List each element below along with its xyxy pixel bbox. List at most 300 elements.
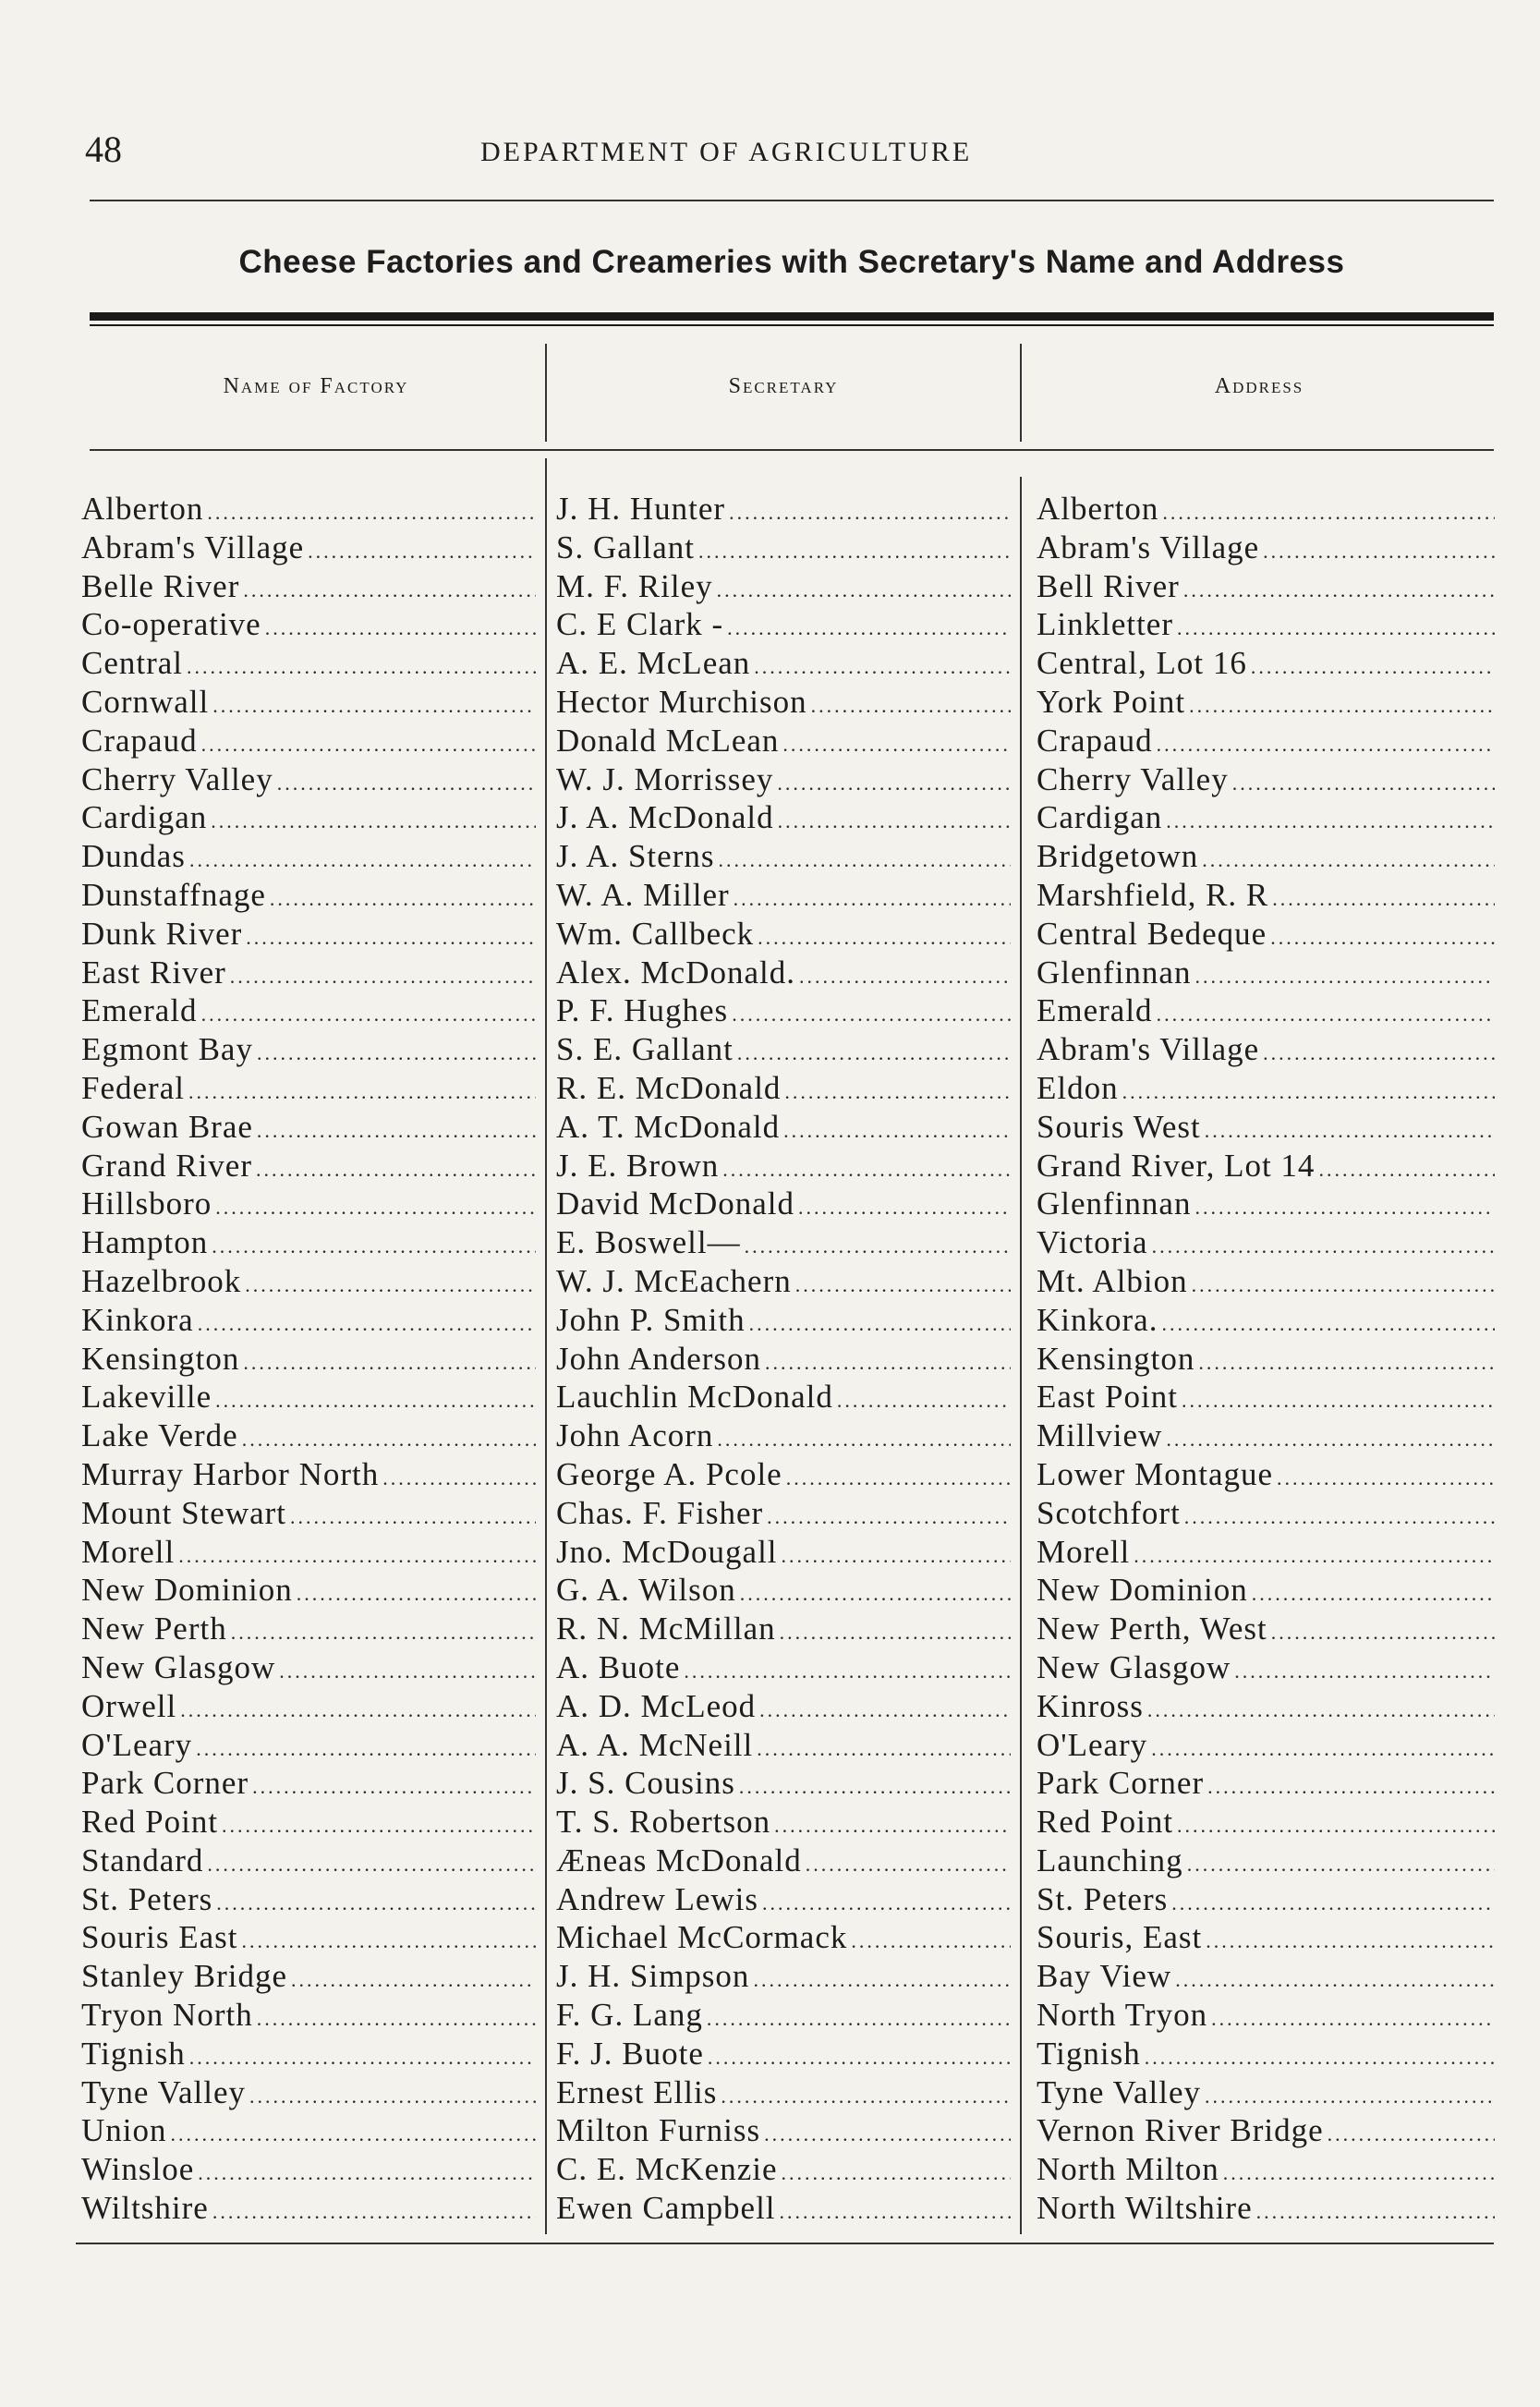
dot-leader: [1166, 1420, 1495, 1455]
table-row: [0, 876, 1540, 915]
factory-name: Tryon North: [81, 1997, 253, 2034]
table-row: [0, 1108, 1540, 1147]
secretary-name: John Acorn: [556, 1417, 714, 1454]
dot-leader: [1147, 1691, 1495, 1726]
factory-name: Lake Verde: [81, 1417, 238, 1454]
secretary-cell: [556, 1030, 1011, 1069]
address-name: Cherry Valley: [1037, 760, 1229, 797]
secretary-cell: [556, 1533, 1011, 1572]
dot-leader: [1175, 1961, 1495, 1996]
secretary-name: W. J. McEachern: [556, 1262, 792, 1299]
table-row: [0, 798, 1540, 837]
factory-cell: [81, 798, 536, 837]
table-row: [0, 644, 1540, 683]
dot-leader: [243, 1343, 536, 1379]
secretary-cell: [556, 722, 1011, 760]
dot-leader: [1122, 1073, 1495, 1108]
address-cell: [1037, 991, 1495, 1030]
dot-leader: [230, 957, 536, 992]
address-name: Launching: [1037, 1842, 1183, 1878]
secretary-name: Æneas McDonald: [556, 1842, 802, 1878]
secretary-cell: [556, 1185, 1011, 1223]
address-name: Linkletter: [1037, 606, 1174, 643]
dot-leader: [837, 1381, 1011, 1416]
table-row: [0, 1494, 1540, 1533]
dot-leader: [291, 1961, 536, 1996]
factory-name: O'Leary: [81, 1726, 193, 1763]
secretary-cell: [556, 605, 1011, 644]
factory-name: Co-operative: [81, 606, 261, 643]
secretary-cell: [556, 991, 1011, 1030]
dot-leader: [246, 918, 536, 954]
address-cell: [1037, 1571, 1495, 1610]
dot-leader: [759, 1691, 1011, 1726]
factory-cell: [81, 1687, 536, 1726]
factory-cell: [81, 529, 536, 567]
secretary-name: J. S. Cousins: [556, 1765, 735, 1802]
table-row: [0, 567, 1540, 606]
secretary-cell: [556, 2189, 1011, 2228]
factory-cell: [81, 1030, 536, 1069]
dot-leader: [1205, 2077, 1495, 2112]
table-row: [0, 1842, 1540, 1880]
dot-leader: [1194, 957, 1495, 992]
factory-cell: [81, 1957, 536, 1996]
factory-name: Orwell: [81, 1687, 177, 1724]
factory-name: Winsloe: [81, 2151, 195, 2188]
address-name: Abram's Village: [1037, 529, 1260, 565]
dot-leader: [795, 1266, 1011, 1301]
table-row: [0, 1416, 1540, 1455]
address-name: Tignish: [1037, 2035, 1141, 2072]
table-row: [0, 1957, 1540, 1996]
address-cell: [1037, 683, 1495, 722]
factory-name: Standard: [81, 1842, 204, 1878]
dot-leader: [196, 1730, 536, 1765]
address-cell: [1037, 1726, 1495, 1765]
address-name: Bell River: [1037, 567, 1180, 604]
factory-cell: [81, 1069, 536, 1108]
dot-leader: [215, 1381, 536, 1416]
dot-leader: [753, 1961, 1011, 1996]
table-row: [0, 2035, 1540, 2073]
address-cell: [1037, 2150, 1495, 2189]
bottom-rule: [76, 2243, 1494, 2244]
address-name: Souris, East: [1037, 1919, 1203, 1956]
dot-leader: [207, 493, 536, 529]
address-cell: [1037, 1301, 1495, 1340]
secretary-name: R. E. McDonald: [556, 1069, 782, 1106]
address-name: Bay View: [1037, 1958, 1172, 1995]
dot-leader: [189, 2038, 536, 2073]
address-name: Kinkora.: [1037, 1301, 1158, 1338]
address-cell: [1037, 876, 1495, 915]
table-row: [0, 1880, 1540, 1919]
dot-leader: [1134, 1537, 1495, 1572]
factory-name: Murray Harbor North: [81, 1455, 380, 1492]
dot-leader: [1272, 880, 1495, 915]
dot-leader: [1206, 1922, 1495, 1957]
dot-leader: [212, 1227, 536, 1262]
secretary-name: J. A. Sterns: [556, 838, 715, 875]
factory-cell: [81, 1842, 536, 1880]
factory-cell: [81, 1996, 536, 2035]
factory-cell: [81, 490, 536, 529]
dot-leader: [241, 1922, 536, 1957]
dot-leader: [243, 571, 536, 606]
secretary-name: C. E. McKenzie: [556, 2151, 778, 2188]
factory-name: Wiltshire: [81, 2190, 209, 2227]
dot-leader: [708, 2038, 1011, 2073]
table-row: [0, 1262, 1540, 1301]
dot-leader: [1251, 648, 1495, 683]
secretary-cell: [556, 1108, 1011, 1147]
address-cell: [1037, 1378, 1495, 1416]
address-cell: [1037, 1455, 1495, 1494]
factory-cell: [81, 1340, 536, 1379]
secretary-name: W. J. Morrissey: [556, 760, 774, 797]
secretary-name: W. A. Miller: [556, 876, 730, 913]
address-name: New Glasgow: [1037, 1648, 1231, 1685]
factory-name: Kensington: [81, 1340, 240, 1377]
address-cell: [1037, 1687, 1495, 1726]
dot-leader: [198, 1305, 536, 1340]
secretary-name: A. Buote: [556, 1648, 681, 1685]
dot-leader: [1277, 1459, 1495, 1494]
dot-leader: [180, 1691, 536, 1726]
factory-table-body: [0, 490, 1540, 2228]
address-name: Kensington: [1037, 1340, 1195, 1377]
factory-cell: [81, 1726, 536, 1765]
table-row: [0, 490, 1540, 529]
dot-leader: [851, 1922, 1011, 1957]
table-row: [0, 1185, 1540, 1223]
address-name: Glenfinnan: [1037, 954, 1192, 991]
factory-cell: [81, 1571, 536, 1610]
secretary-name: Milton Furniss: [556, 2112, 761, 2149]
address-name: Central Bedeque: [1037, 915, 1267, 952]
address-name: Crapaud: [1037, 722, 1153, 759]
secretary-name: C. E Clark -: [556, 606, 724, 643]
factory-cell: [81, 1301, 536, 1340]
factory-cell: [81, 644, 536, 683]
address-cell: [1037, 837, 1495, 876]
address-cell: [1037, 2111, 1495, 2150]
table-row: [0, 1301, 1540, 1340]
dot-leader: [722, 1150, 1011, 1185]
factory-cell: [81, 1185, 536, 1223]
address-name: Bridgetown: [1037, 838, 1199, 875]
factory-cell: [81, 837, 536, 876]
address-cell: [1037, 1069, 1495, 1108]
dot-leader: [1157, 725, 1495, 760]
factory-cell: [81, 760, 536, 799]
factory-cell: [81, 722, 536, 760]
secretary-name: Chas. F. Fisher: [556, 1494, 764, 1531]
dot-leader: [737, 1034, 1011, 1069]
address-cell: [1037, 1340, 1495, 1379]
secretary-name: David McDonald: [556, 1185, 794, 1222]
table-row: [0, 760, 1540, 799]
secretary-name: Jno. McDougall: [556, 1533, 778, 1570]
dot-leader: [188, 1073, 536, 1108]
dot-leader: [1202, 841, 1495, 876]
address-cell: [1037, 1533, 1495, 1572]
secretary-cell: [556, 1378, 1011, 1416]
secretary-cell: [556, 1648, 1011, 1687]
address-name: Eldon: [1037, 1069, 1119, 1106]
address-name: Glenfinnan: [1037, 1185, 1192, 1222]
address-cell: [1037, 722, 1495, 760]
factory-cell: [81, 1108, 536, 1147]
dot-leader: [1187, 1845, 1495, 1880]
address-name: North Tryon: [1037, 1997, 1208, 2034]
dot-leader: [762, 1884, 1011, 1919]
factory-name: Union: [81, 2112, 167, 2149]
table-row: [0, 1803, 1540, 1842]
dot-leader: [767, 1498, 1011, 1533]
secretary-cell: [556, 954, 1011, 992]
factory-name: St. Peters: [81, 1880, 213, 1917]
table-row: [0, 1726, 1540, 1765]
dot-leader: [1171, 1884, 1495, 1919]
dot-leader: [201, 725, 536, 760]
secretary-cell: [556, 2150, 1011, 2189]
factory-name: Morell: [81, 1533, 176, 1570]
table-row: [0, 1455, 1540, 1494]
secretary-cell: [556, 1918, 1011, 1957]
dot-leader: [257, 1034, 536, 1069]
factory-name: Red Point: [81, 1804, 219, 1841]
dot-leader: [1211, 2000, 1495, 2035]
factory-name: Grand River: [81, 1147, 252, 1184]
factory-name: Souris East: [81, 1919, 238, 1956]
dot-leader: [1162, 493, 1495, 529]
address-name: Central, Lot 16: [1037, 645, 1247, 682]
address-name: New Perth, West: [1037, 1611, 1267, 1647]
dot-leader: [739, 1768, 1011, 1803]
table-row: [0, 722, 1540, 760]
address-cell: [1037, 1803, 1495, 1842]
secretary-cell: [556, 1996, 1011, 2035]
address-name: Grand River, Lot 14: [1037, 1147, 1316, 1184]
secretary-name: J. H. Simpson: [556, 1958, 750, 1995]
address-name: Cardigan: [1037, 799, 1163, 836]
secretary-cell: [556, 1223, 1011, 1262]
dot-leader: [231, 1613, 536, 1648]
factory-name: Crapaud: [81, 722, 198, 759]
address-name: Millview: [1037, 1417, 1163, 1454]
dot-leader: [781, 2154, 1011, 2189]
secretary-name: E. Boswell—: [556, 1224, 741, 1261]
address-name: Marshfield, R. R: [1037, 876, 1269, 913]
secretary-name: Hector Murchison: [556, 683, 807, 720]
dot-leader: [1184, 1498, 1495, 1533]
table-row: [0, 1223, 1540, 1262]
secretary-name: F. J. Buote: [556, 2035, 704, 2072]
address-name: Mt. Albion: [1037, 1262, 1188, 1299]
factory-cell: [81, 1262, 536, 1301]
factory-cell: [81, 1455, 536, 1494]
address-name: Red Point: [1037, 1804, 1174, 1841]
address-name: Lower Montague: [1037, 1455, 1274, 1492]
dot-leader: [1183, 571, 1495, 606]
factory-cell: [81, 2150, 536, 2189]
dot-leader: [774, 1806, 1011, 1842]
dot-leader: [1189, 687, 1495, 722]
secretary-cell: [556, 1262, 1011, 1301]
dot-leader: [1232, 764, 1495, 799]
secretary-name: S. E. Gallant: [556, 1031, 734, 1068]
factory-name: Cherry Valley: [81, 760, 273, 797]
dot-leader: [684, 1652, 1011, 1687]
secretary-cell: [556, 567, 1011, 606]
table-row: [0, 954, 1540, 992]
factory-name: Park Corner: [81, 1765, 249, 1802]
dot-leader: [171, 2115, 537, 2150]
factory-cell: [81, 915, 536, 954]
dot-leader: [745, 1227, 1011, 1262]
address-cell: [1037, 2189, 1495, 2228]
secretary-cell: [556, 876, 1011, 915]
factory-name: Stanley Bridge: [81, 1958, 287, 1995]
address-cell: [1037, 1957, 1495, 1996]
page-number: 48: [85, 128, 122, 170]
dot-leader: [277, 764, 536, 799]
address-cell: [1037, 1494, 1495, 1533]
address-name: Vernon River Bridge: [1037, 2112, 1324, 2149]
header-bottom-rule: [90, 449, 1494, 451]
dot-leader: [798, 1188, 1011, 1223]
dot-leader: [1207, 1768, 1495, 1803]
title-thin-rule: [90, 324, 1494, 326]
dot-leader: [758, 918, 1011, 954]
address-cell: [1037, 1842, 1495, 1880]
factory-cell: [81, 876, 536, 915]
address-name: O'Leary: [1037, 1726, 1148, 1763]
dot-leader: [211, 802, 536, 837]
factory-name: Tyne Valley: [81, 2073, 247, 2110]
dot-leader: [806, 1845, 1011, 1880]
factory-cell: [81, 2111, 536, 2150]
address-name: St. Peters: [1037, 1880, 1169, 1917]
secretary-cell: [556, 683, 1011, 722]
table-row: [0, 1378, 1540, 1416]
secretary-name: A. A. McNeill: [556, 1726, 754, 1763]
secretary-cell: [556, 1610, 1011, 1648]
dot-leader: [249, 2077, 536, 2112]
secretary-cell: [556, 1455, 1011, 1494]
address-name: North Milton: [1037, 2151, 1219, 2188]
table-row: [0, 1533, 1540, 1572]
address-cell: [1037, 1262, 1495, 1301]
factory-name: East River: [81, 954, 226, 991]
table-row: [0, 1069, 1540, 1108]
address-name: York Point: [1037, 683, 1186, 720]
secretary-cell: [556, 1416, 1011, 1455]
title-thick-rule: [90, 312, 1494, 321]
factory-cell: [81, 1610, 536, 1648]
dot-leader: [212, 2193, 536, 2228]
factory-cell: [81, 1803, 536, 1842]
address-cell: [1037, 490, 1495, 529]
table-row: [0, 605, 1540, 644]
secretary-cell: [556, 490, 1011, 529]
dot-leader: [1161, 1305, 1495, 1340]
secretary-name: Wm. Callbeck: [556, 915, 755, 952]
factory-name: Cardigan: [81, 799, 208, 836]
factory-name: Hillsboro: [81, 1185, 212, 1222]
address-cell: [1037, 1185, 1495, 1223]
secretary-cell: [556, 915, 1011, 954]
secretary-name: T. S. Robertson: [556, 1804, 771, 1841]
secretary-name: Lauchlin McDonald: [556, 1379, 833, 1416]
factory-cell: [81, 1378, 536, 1416]
address-cell: [1037, 644, 1495, 683]
factory-cell: [81, 2035, 536, 2073]
dot-leader: [721, 2077, 1011, 2112]
secretary-name: John Anderson: [556, 1340, 762, 1377]
dot-leader: [782, 1537, 1011, 1572]
dot-leader: [256, 1150, 536, 1185]
address-cell: [1037, 760, 1495, 799]
top-rule: [90, 200, 1494, 201]
table-row: [0, 1918, 1540, 1957]
secretary-name: Michael McCormack: [556, 1919, 848, 1956]
table-row: [0, 915, 1540, 954]
dot-leader: [1182, 1381, 1495, 1416]
table-row: [0, 1030, 1540, 1069]
dot-leader: [216, 1884, 536, 1919]
dot-leader: [265, 609, 536, 644]
dot-leader: [270, 880, 536, 915]
secretary-cell: [556, 1340, 1011, 1379]
dot-leader: [727, 609, 1011, 644]
factory-cell: [81, 567, 536, 606]
secretary-cell: [556, 1147, 1011, 1185]
address-cell: [1037, 1996, 1495, 2035]
address-name: Scotchfort: [1037, 1494, 1181, 1531]
address-cell: [1037, 1223, 1495, 1262]
dot-leader: [257, 1112, 536, 1147]
address-name: Emerald: [1037, 992, 1153, 1029]
secretary-name: A. E. McLean: [556, 645, 751, 682]
dot-leader: [1252, 1574, 1495, 1610]
table-row: [0, 1648, 1540, 1687]
column-header-factory: Name of Factory: [223, 374, 409, 398]
table-row: [0, 1610, 1540, 1648]
factory-cell: [81, 605, 536, 644]
secretary-name: A. D. McLeod: [556, 1687, 757, 1724]
dot-leader: [187, 648, 536, 683]
dot-leader: [811, 687, 1011, 722]
table-row: [0, 1340, 1540, 1379]
secretary-cell: [556, 2035, 1011, 2073]
dot-leader: [1166, 802, 1495, 837]
address-cell: [1037, 1416, 1495, 1455]
dot-leader: [207, 1845, 536, 1880]
secretary-name: M. F. Riley: [556, 567, 713, 604]
dot-leader: [786, 1459, 1011, 1494]
dot-leader: [178, 1537, 536, 1572]
factory-name: Alberton: [81, 491, 204, 527]
factory-name: Dundas: [81, 838, 186, 875]
secretary-name: John P. Smith: [556, 1301, 746, 1338]
dot-leader: [1271, 1613, 1495, 1648]
dot-leader: [718, 841, 1011, 876]
running-head: DEPARTMENT OF AGRICULTURE: [480, 137, 973, 167]
secretary-cell: [556, 2111, 1011, 2150]
